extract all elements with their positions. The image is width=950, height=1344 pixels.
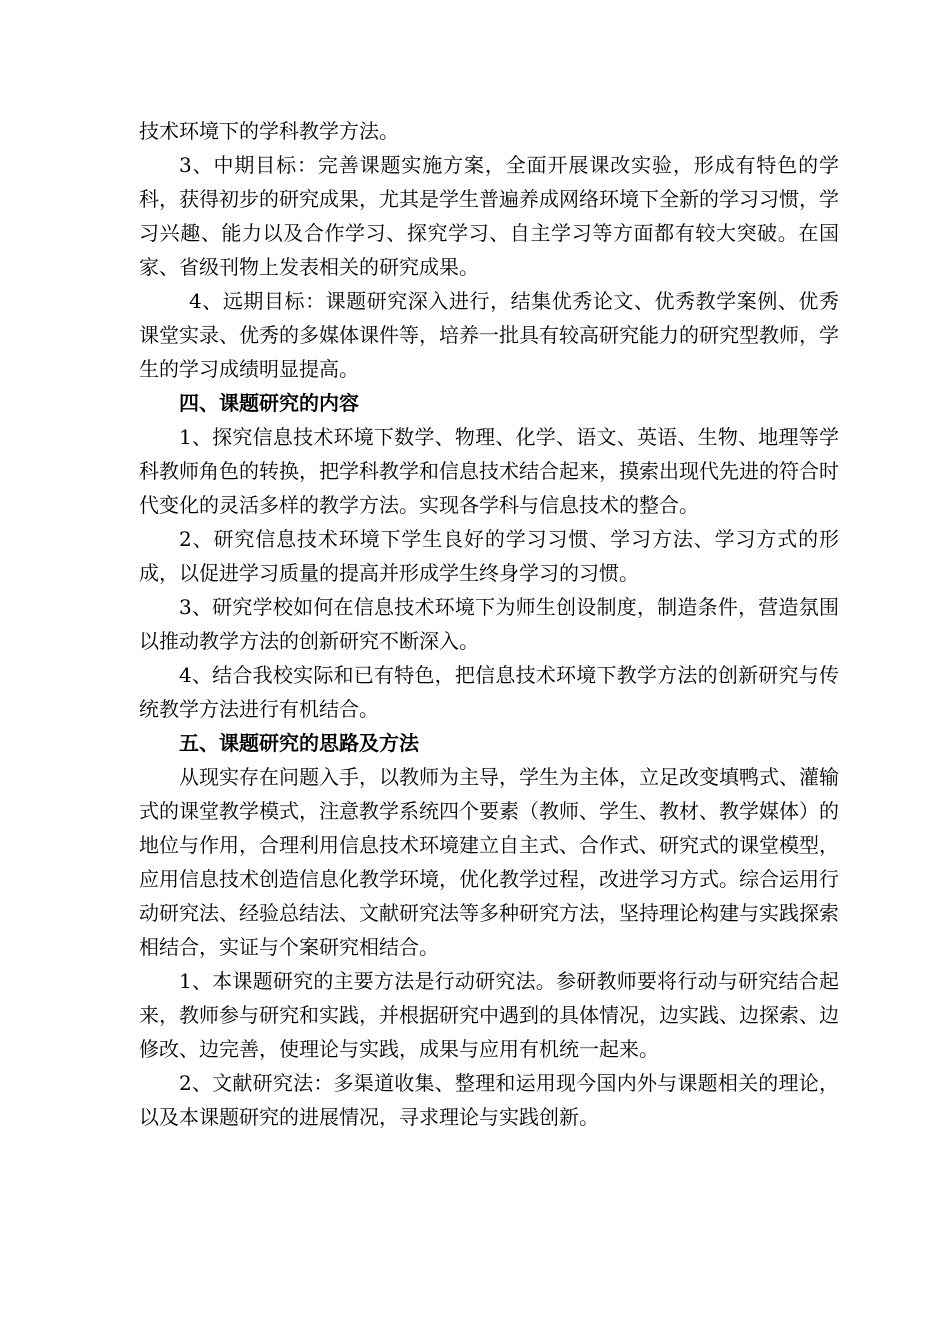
paragraph-content-1: 1、探究信息技术环境下数学、物理、化学、语文、英语、生物、地理等学科教师角色的转换，把学科教学和信息技术结合起来，摸索出现代先进的符合时代变化的灵活多样的教学方法。实现各学科与信息技术的整合。 bbox=[139, 425, 839, 517]
section-heading-research-content: 四、课题研究的内容 bbox=[179, 391, 359, 415]
paragraph-mid-term-goal: 3、中期目标：完善课题实施方案，全面开展课改实验，形成有特色的学科，获得初步的研究成果，尤其是学生普遍养成网络环境下全新的学习习惯，学习兴趣、能力以及合作学习、探究学习、自主学习等方面都有较大突破。在国家、省级刊物上发表相关的研究成果。 bbox=[139, 153, 839, 279]
paragraph-content-3: 3、研究学校如何在信息技术环境下为师生创设制度，制造条件，营造氛围以推动教学方法的创新研究不断深入。 bbox=[139, 595, 839, 653]
paragraph-long-term-goal: 4、远期目标：课题研究深入进行，结集优秀论文、优秀教学案例、优秀课堂实录、优秀的多媒体课件等，培养一批具有较高研究能力的研究型教师，学生的学习成绩明显提高。 bbox=[139, 289, 839, 381]
paragraph-content-2: 2、研究信息技术环境下学生良好的学习习惯、学习方法、学习方式的形成，以促进学习质量的提高并形成学生终身学习的习惯。 bbox=[139, 527, 839, 585]
paragraph-continuation: 技术环境下的学科教学方法。 bbox=[139, 119, 399, 143]
section-heading-research-methods: 五、课题研究的思路及方法 bbox=[179, 731, 419, 755]
paragraph-method-2: 2、文献研究法：多渠道收集、整理和运用现今国内外与课题相关的理论，以及本课题研究的进展情况，寻求理论与实践创新。 bbox=[139, 1071, 839, 1129]
paragraph-content-4: 4、结合我校实际和已有特色，把信息技术环境下教学方法的创新研究与传统教学方法进行有机结合。 bbox=[139, 663, 839, 721]
document-body bbox=[139, 114, 839, 1134]
paragraph-method-1: 1、本课题研究的主要方法是行动研究法。参研教师要将行动与研究结合起来，教师参与研究和实践，并根据研究中遇到的具体情况，边实践、边探索、边修改、边完善，使理论与实践，成果与应用有机统一起来。 bbox=[139, 969, 839, 1061]
paragraph-methods-overview: 从现实存在问题入手，以教师为主导，学生为主体，立足改变填鸭式、灌输式的课堂教学模式，注意教学系统四个要素（教师、学生、教材、教学媒体）的地位与作用，合理利用信息技术环境建立自主式、合作式、研究式的课堂模型，应用信息技术创造信息化教学环境，优化教学过程，改进学习方式。综合运用行动研究法、经验总结法、文献研究法等多种研究方法，坚持理论构建与实践探索相结合，实证与个案研究相结合。 bbox=[139, 765, 839, 959]
